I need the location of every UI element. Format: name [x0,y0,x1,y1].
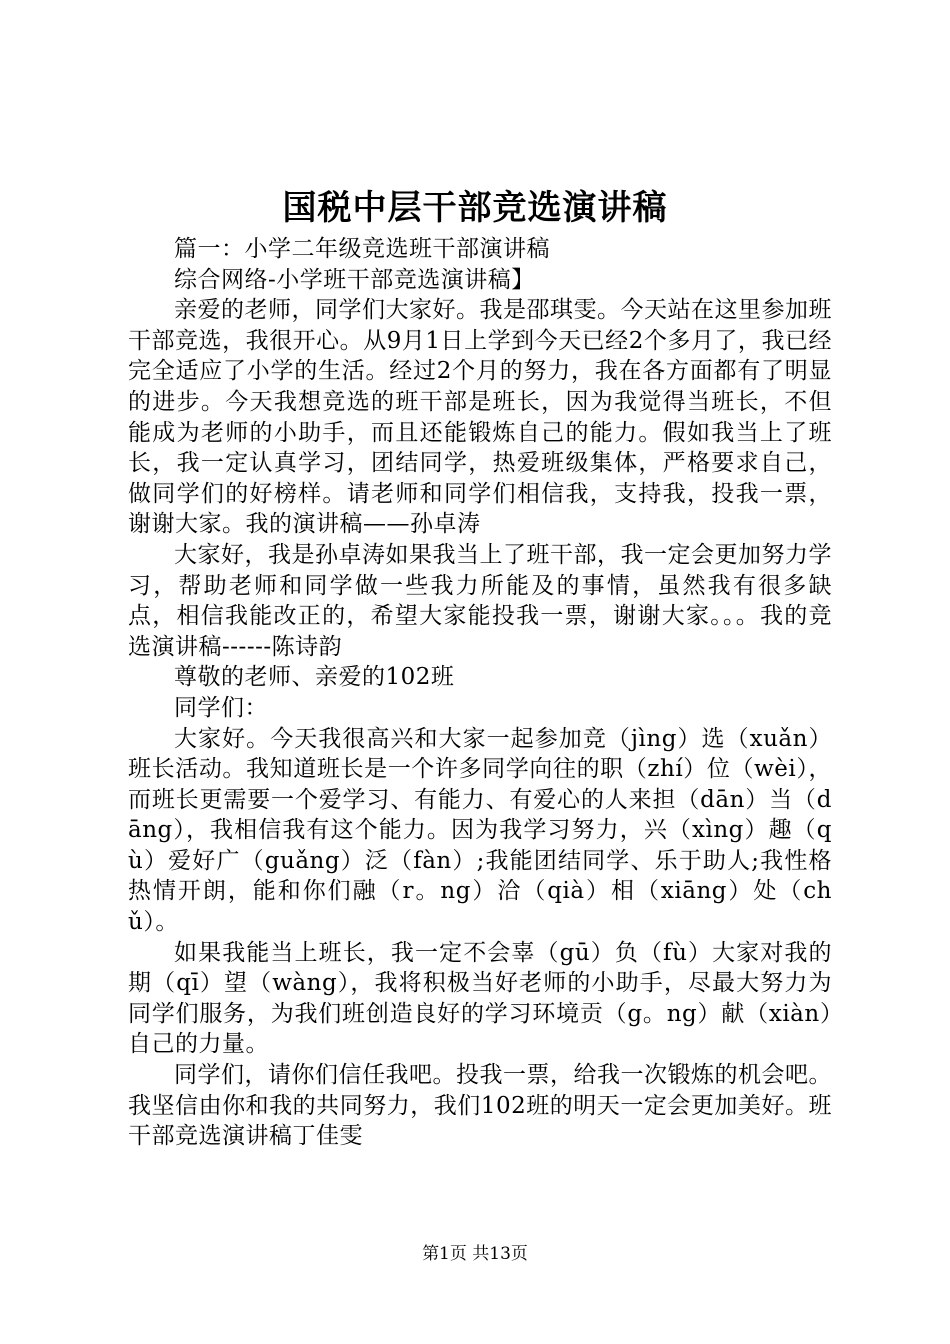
page-number-footer: 第1页 共13页 [422,1244,528,1264]
paragraph-greeting: 同学们： [174,694,268,721]
paragraph-speech-3: 大家好。今天我很高兴和大家一起参加竞（jìng）选（xuǎn）班长活动。我知道班长是一个许多同学向往的职（zhí）位（wèi），而班长更需要一个爱学习、有能力、有爱心的人来担（dān）当（dāng），我相信我有这个能力。因为我学习努力，兴（xìng）趣（qù）爱好广（guǎng）泛（fàn）;我能团结同学、乐于助人;我性格热情开朗，能和你们融（r。ng）洽（qià）相（xiāng）处（chǔ）。 [128,725,832,936]
paragraph-speech-2: 大家好，我是孙卓涛如果我当上了班干部，我一定会更加努力学习，帮助老师和同学做一些我力所能及的事情，虽然我有很多缺点，相信我能改正的，希望大家能投我一票，谢谢大家。。。我的竞选演讲稿------陈诗韵 [128,541,832,660]
paragraph-salutation: 尊敬的老师、亲爱的102班 [174,664,455,691]
paragraph-speech-5: 同学们，请你们信任我吧。投我一票，给我一次锻炼的机会吧。我坚信由你和我的共同努力，我们102班的明天一定会更加美好。班干部竞选演讲稿丁佳雯 [128,1062,832,1150]
paragraph-speech-4: 如果我能当上班长，我一定不会辜（gū）负（fù）大家对我的期（qī）望（wàng），我将积极当好老师的小助手，尽最大努力为同学们服务，为我们班创造良好的学习环境贡（g。ng）献（xiàn）自己的力量。 [128,939,832,1058]
document-body [128,234,832,1152]
document-title: 国税中层干部竞选演讲稿 [282,188,668,228]
paragraph-source-line: 综合网络-小学班干部竞选演讲稿】 [174,266,535,293]
paragraph-section-heading: 篇一：小学二年级竞选班干部演讲稿 [174,236,550,262]
paragraph-speech-1: 亲爱的老师，同学们大家好。我是邵琪雯。今天站在这里参加班干部竞选，我很开心。从9月1日上学到今天已经2个多月了，我已经完全适应了小学的生活。经过2个月的努力，我在各方面都有了明显的进步。今天我想竞选的班干部是班长，因为我觉得当班长，不但能成为老师的小助手，而且还能锻炼自己的能力。假如我当上了班长，我一定认真学习，团结同学，热爱班级集体，严格要求自己，做同学们的好榜样。请老师和同学们相信我，支持我，投我一票，谢谢大家。我的演讲稿——孙卓涛 [128,297,832,538]
